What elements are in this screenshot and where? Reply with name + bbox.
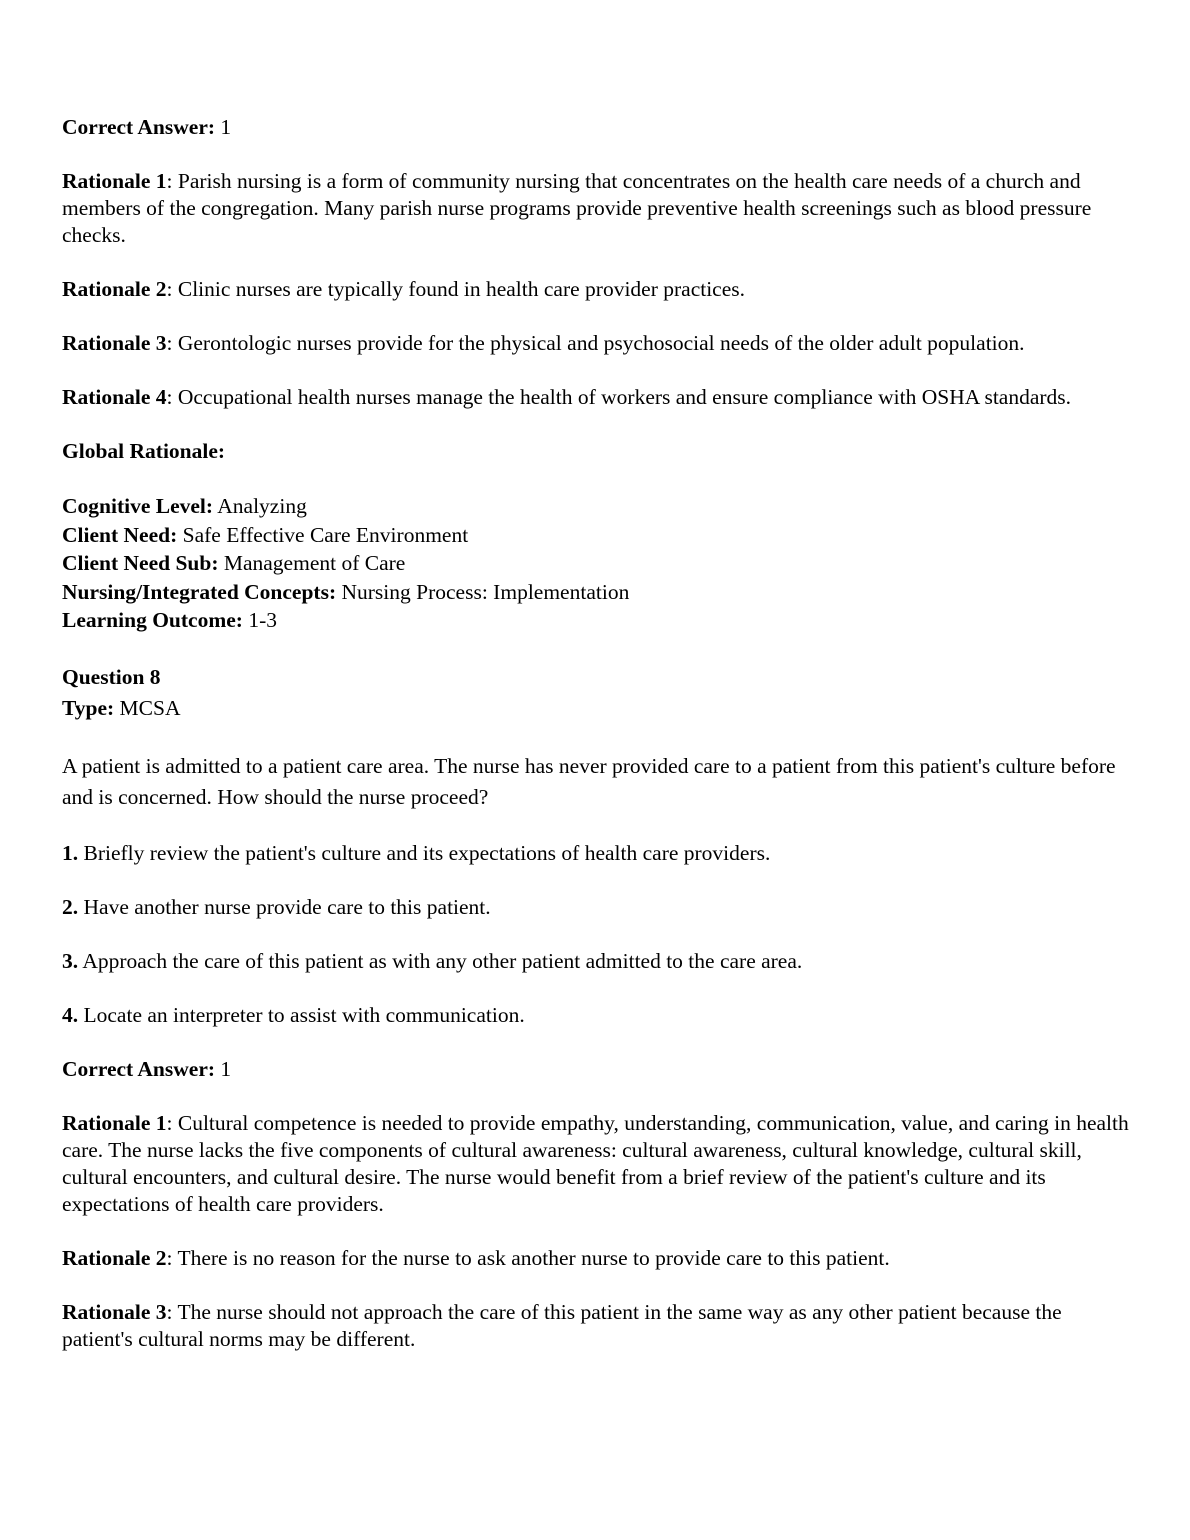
meta-client-need: Client Need: Safe Effective Care Environment — [62, 522, 469, 547]
document-page — [62, 114, 1132, 1353]
meta-cognitive-level: Cognitive Level: Analyzing — [62, 494, 307, 518]
rationale-3: Rationale 3: The nurse should not approach the care of this patient in the same way as any other patient because the patient's cultural norms may be different. — [62, 1299, 1062, 1351]
prev-correct-answer: Correct Answer: 1 — [62, 115, 232, 139]
question-title: Question 8 — [62, 664, 161, 689]
question-meta — [62, 492, 1132, 635]
question-type: Type: MCSA — [62, 695, 181, 720]
prev-rationale-4: Rationale 4: Occupational health nurses manage the health of workers and ensure compliance with OSHA standards. — [62, 385, 1072, 409]
global-rationale: Global Rationale: — [62, 439, 226, 463]
prev-rationale-1: Rationale 1: Parish nursing is a form of community nursing that concentrates on the health care needs of a church and members of the congregation. Many parish nurse programs provide preventive health screenings such as blood pressure checks. — [62, 169, 1092, 247]
option-4: 4. Locate an interpreter to assist with communication. — [62, 1002, 525, 1027]
rationale-1: Rationale 1: Cultural competence is needed to provide empathy, understanding, communication, value, and caring in health care. The nurse lacks the five components of cultural awareness: cultural awareness, cultural knowledge, cultural skill, cultural encounters, and cultural desire. The nurse would benefit from a brief review of the patient's culture and its expectations of health care providers. — [62, 1110, 1129, 1216]
prev-rationale-2: Rationale 2: Clinic nurses are typically found in health care provider practices. — [62, 277, 746, 301]
rationale-2: Rationale 2: There is no reason for the nurse to ask another nurse to provide care to this patient. — [62, 1245, 890, 1270]
meta-client-need-sub: Client Need Sub: Management of Care — [62, 551, 406, 575]
question-header — [62, 662, 1132, 724]
prev-rationale-3: Rationale 3: Gerontologic nurses provide for the physical and psychosocial needs of the older adult population. — [62, 331, 1025, 355]
option-3: 3. Approach the care of this patient as with any other patient admitted to the care area. — [62, 948, 803, 973]
meta-learning-outcome: Learning Outcome: 1-3 — [62, 608, 277, 632]
question-stem: A patient is admitted to a patient care area. The nurse has never provided care to a patient from this patient's culture before and is concerned. How should the nurse proceed? — [62, 753, 1116, 809]
option-1: 1. Briefly review the patient's culture and its expectations of health care providers. — [62, 840, 771, 865]
correct-answer: Correct Answer: 1 — [62, 1056, 232, 1081]
meta-nursing-concepts: Nursing/Integrated Concepts: Nursing Process: Implementation — [62, 579, 630, 604]
option-2: 2. Have another nurse provide care to this patient. — [62, 894, 491, 919]
